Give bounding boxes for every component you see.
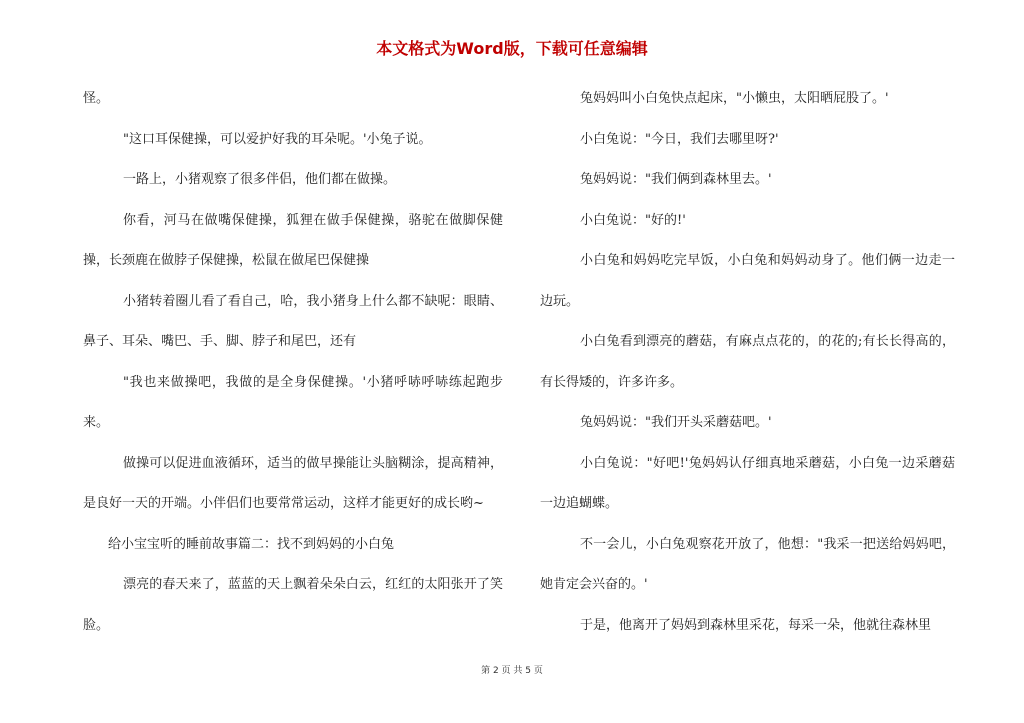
paragraph: 兔妈妈叫小白兔快点起床，"小懒虫，太阳晒屁股了。' bbox=[580, 91, 889, 106]
paragraph: 小猪转着圈儿看了看自己，哈，我小猪身上什么都不缺呢：眼睛、鼻子、耳朵、嘴巴、手、脚、脖子和尾巴，还有 bbox=[83, 293, 503, 349]
paragraph: 一路上，小猪观察了很多伴侣，他们都在做操。 bbox=[123, 172, 397, 187]
paragraph: 漂亮的春天来了，蓝蓝的天上飘着朵朵白云，红红的太阳张开了笑脸。 bbox=[83, 577, 503, 633]
paragraph: 小白兔说："今日，我们去哪里呀?' bbox=[580, 131, 779, 147]
paragraph: 小白兔看到漂亮的蘑菇，有麻点点花的，的花的;有长长得高的，有长得矮的，许多许多。 bbox=[540, 334, 955, 390]
paragraph: 不一会儿，小白兔观察花开放了，他想："我采一把送给妈妈吧，她肯定会兴奋的。' bbox=[540, 536, 955, 592]
paragraph: 你看，河马在做嘴保健操，狐狸在做手保健操，骆驼在做脚保健操，长颈鹿在做脖子保健操，松鼠在做尾巴保健操 bbox=[83, 212, 503, 268]
paragraph: "我也来做操吧，我做的是全身保健操。'小猪呼哧呼哧练起跑步来。 bbox=[83, 374, 503, 430]
paragraph-continuation: 怪。 bbox=[83, 91, 110, 106]
right-column bbox=[540, 79, 955, 646]
paragraph: 小白兔和妈妈吃完早饭，小白兔和妈妈动身了。他们俩一边走一边玩。 bbox=[540, 253, 955, 309]
paragraph: 小白兔说："好吧!'兔妈妈认仔细真地采蘑菇，小白兔一边采蘑菇一边追蝴蝶。 bbox=[540, 455, 955, 511]
document-banner: 本文格式为Word版，下载可任意编辑 bbox=[376, 39, 648, 58]
paragraph: "这口耳保健操，可以爱护好我的耳朵呢。'小兔子说。 bbox=[123, 131, 432, 147]
paragraph: 做操可以促进血液循环，适当的做早操能让头脑糊涂，提高精神，是良好一天的开端。小伴侣们也要常常运动，这样才能更好的成长哟~ bbox=[83, 455, 503, 511]
paragraph: 兔妈妈说："我们俩到森林里去。' bbox=[580, 172, 772, 187]
left-column bbox=[83, 79, 503, 646]
section-heading: 给小宝宝听的睡前故事篇二：找不到妈妈的小白兔 bbox=[108, 536, 395, 552]
paragraph: 小白兔说："好的!' bbox=[580, 212, 686, 228]
paragraph: 于是，他离开了妈妈到森林里采花，每采一朵，他就往森林里 bbox=[580, 617, 932, 633]
paragraph: 兔妈妈说："我们开头采蘑菇吧。' bbox=[580, 415, 772, 430]
page-number-footer: 第 2 页 共 5 页 bbox=[481, 666, 543, 676]
